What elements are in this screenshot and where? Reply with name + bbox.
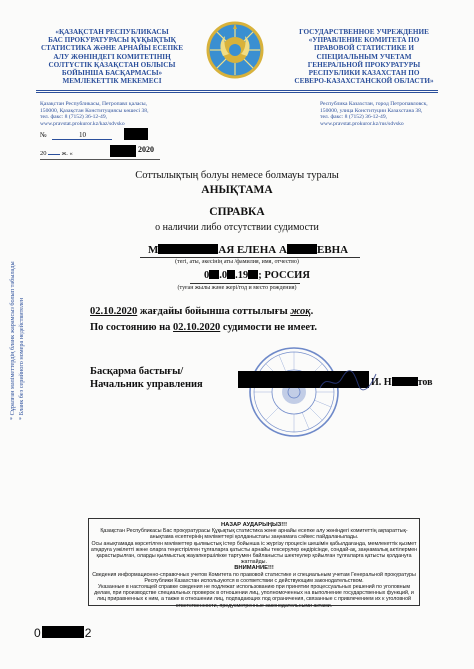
redaction-box: [248, 270, 258, 279]
result-text: По состоянию на: [90, 322, 174, 333]
date-underline: [40, 159, 160, 160]
birth-underline: [190, 283, 300, 284]
address-line: тел. факс: 8 (7152) 36-12-49,: [320, 114, 388, 121]
state-emblem-icon: [205, 20, 265, 80]
result-ru: [90, 322, 317, 333]
header-left-line: СТАТИСТИКА ЖӘНЕ АРНАЙЫ ЕСЕПКЕ: [40, 44, 184, 53]
signatory-name: [371, 377, 433, 388]
address-line: Республика Казахстан, город Петропавловск,: [320, 101, 428, 107]
redaction-box: [392, 377, 418, 386]
address-line: 150000, Қазақстан Конституциясы көшесі 38,: [40, 107, 149, 114]
notice-box: [88, 518, 420, 609]
address-line: www.pravstat.prokuror.kz/kaz/sdvsko: [40, 120, 125, 127]
header-right-line: «УПРАВЛЕНИЕ КОМИТЕТА ПО: [308, 36, 420, 45]
header-left: [28, 28, 196, 85]
title-kz-main: АНЫҚТАМА: [201, 184, 273, 196]
birth-part: ; РОССИЯ: [258, 270, 310, 281]
number-value: 10: [78, 131, 86, 139]
address-line: Қазақстан Республикасы, Петропавл қаласы,: [40, 101, 148, 107]
redaction-box: [209, 270, 219, 279]
address-right: [320, 101, 460, 127]
header-right-line: СПЕЦИАЛЬНЫМ УЧЕТАМ: [316, 52, 412, 61]
header-right-line: СЕВЕРО-КАЗАХСТАНСКОЙ ОБЛАСТИ»: [294, 77, 434, 86]
address-line: www.pravstat.prokuror.kz/rus/sdvsko: [320, 120, 404, 127]
birth-part: .0: [219, 270, 228, 281]
signatory-name-part: И. Н: [371, 377, 392, 388]
title-ru-sub: о наличии либо отсутствии судимости: [155, 222, 319, 233]
notice-ru-paragraph: Сведения информационно-справочных учетов Комитета по правовой статистике и специальным учетам Генеральной прокуратуры Республики Казахстан используются в соответствии с действующим законодательством.: [92, 571, 416, 584]
date-prefix: 20: [40, 150, 47, 157]
header-divider: [36, 92, 438, 93]
header-right: [278, 28, 450, 85]
header-left-line: БОЙЫНША БАСҚАРМАСЫ»: [61, 69, 163, 78]
header-divider: [36, 90, 438, 91]
notice-kz-heading: НАЗАР АУДАРЫҢЫЗ!!!: [220, 522, 288, 528]
birth-part: 0: [204, 270, 210, 281]
result-date: 02.10.2020: [173, 322, 221, 333]
name-part: ЕВНА: [316, 244, 349, 256]
notice-ru-paragraph: Указанные в настоящей справке сведения не подлежат использованию при принятии процессуальных решений по уголовным делам, при производстве специальных проверок в отношении лиц, уполномоченных на выполнение государственных функций, и лиц приравненных к ним, а также в отношении лиц, подпадающих под ограничения, связанные с привлечением их к уголовной ответственности, предусмотренные законодательными актами.: [94, 584, 414, 609]
side-note: [4, 220, 44, 420]
notice-ru-heading: ВНИМАНИЕ!!!: [234, 565, 274, 572]
address-left: [40, 101, 200, 127]
date-suffix: ж. «: [61, 150, 73, 157]
redaction-box: [158, 244, 218, 254]
result-text: жағдайы бойынша соттылығы: [137, 306, 291, 317]
date-year: 2020: [138, 145, 154, 154]
birth-caption: (туған жылы және жері/год и место рождения): [177, 285, 297, 291]
signatory-title-ru: Начальник управления: [90, 379, 203, 390]
redaction-box: [227, 270, 235, 279]
redaction-box: [287, 244, 317, 254]
name-part: АЯ ЕЛЕНА А: [218, 244, 287, 256]
address-line: 150000, улица Конституции Казахстана 38,: [320, 107, 423, 114]
side-note-line: * Бланк без серийного номера недействителен: [18, 297, 25, 420]
birth-info: [204, 270, 310, 281]
signatory-name-part: тов: [417, 377, 433, 388]
header-left-line: «ҚАЗАҚСТАН РЕСПУБЛИКАСЫ: [55, 28, 169, 36]
header-left-line: БАС ПРОКУРАТУРАСЫ ҚҰҚЫҚТЫҚ: [48, 36, 176, 45]
signatory-title-kz: Басқарма бастығы/: [90, 366, 184, 377]
header-right-line: ПРАВОВОЙ СТАТИСТИКЕ И: [314, 44, 414, 53]
header-left-line: СОЛТҮСТІК ҚАЗАҚСТАН ОБЛЫСЫ: [48, 60, 176, 69]
result-text: судимости не имеет.: [220, 322, 318, 333]
birth-part: .19: [235, 270, 249, 281]
serial-number: [34, 626, 91, 640]
number-label: №: [40, 131, 47, 139]
handwritten-signature: [318, 368, 378, 394]
title-kz-sub: Соттылықтың болуы немесе болмауы туралы: [135, 170, 339, 181]
address-line: тел. факс: 8 (7152) 36-12-49,: [40, 114, 108, 121]
header-right-line: ГОСУДАРСТВЕННОЕ УЧРЕЖДЕНИЕ: [299, 28, 429, 36]
result-date: 02.10.2020: [90, 306, 138, 317]
result-kz: 02.10.2020 жағдайы бойынша соттылығы жоқ.: [90, 306, 314, 317]
header-right-line: ГЕНЕРАЛЬНОЙ ПРОКУРАТУРЫ: [307, 60, 421, 69]
header-left-line: АЛУ ЖӨНІНДЕГІ КОМИТЕТІНІҢ: [53, 52, 171, 61]
redaction-box: [42, 626, 84, 638]
number-field: [52, 131, 112, 140]
serial-part: 0: [34, 626, 41, 640]
person-name: [148, 244, 348, 256]
notice-kz-paragraph: Осы анықтамада көрсетілген мәліметтер қылмыстық істер бойынша іс жүргізу процесін шешімін қабылдағанда, мемлекеттік қызмет атқаруға уәкілетті және оларга теңестірілген тұлғаларға қатысты арнайы тексерулер өндірісінде, сондай-ақ, заңнамалық актілермен қарастырылған, оларды қылмыстық жауапкершілікке тартумен байланысты шектеулер қойылған тұлғаларға қатысты қолдануға жатпайды.: [90, 540, 418, 566]
header-left-line: МЕМЛЕКЕТТІК МЕКЕМЕСІ: [62, 77, 162, 86]
title-ru-main: СПРАВКА: [209, 206, 265, 218]
header-right-line: РЕСПУБЛИКИ КАЗАХСТАН ПО: [308, 69, 420, 78]
name-part: М: [148, 244, 159, 256]
redaction-box: [124, 128, 148, 140]
name-underline: [140, 257, 360, 258]
result-status: жоқ: [290, 306, 311, 317]
name-caption: (тегі, аты, әкесінің аты /фамилия, имя, отчество): [175, 259, 299, 265]
serial-part: 2: [84, 626, 92, 640]
side-note-line: * Сұралған мәліметтердің бланк жарамсыз болып табылады: [9, 261, 16, 420]
notice-kz-paragraph: Қазақстан Республикасы Бас прокуратурасы Құқықтық статистика және арнайы есепке алу жөніндегі комитеттің ақпараттық-анықтама есептерінің мәліметтері қолданыстағы заңнамаға сәйкес пайдаланылады.: [100, 528, 408, 541]
redaction-box: [110, 145, 136, 157]
